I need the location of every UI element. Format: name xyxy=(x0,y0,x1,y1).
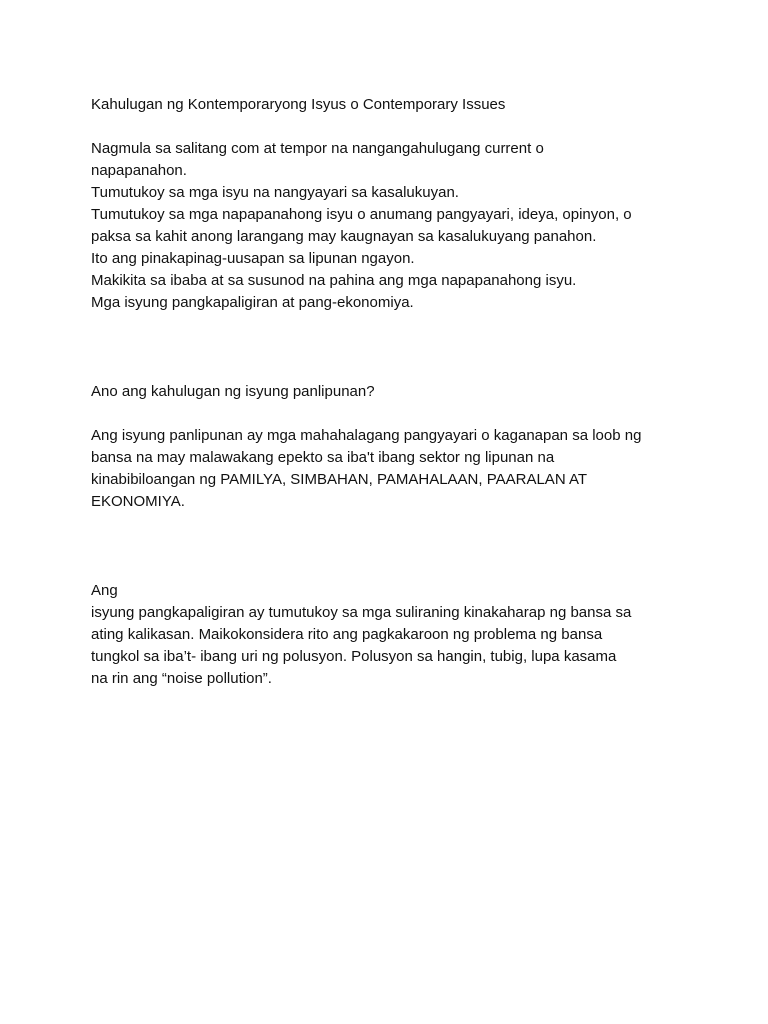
document-title: Kahulugan ng Kontemporaryong Isyus o Contemporary Issues xyxy=(91,96,506,113)
text-line: paksa sa kahit anong larangang may kaugnayan sa kasalukuyang panahon. xyxy=(91,228,597,245)
text-line: Makikita sa ibaba at sa susunod na pahina ang mga napapanahong isyu. xyxy=(91,272,577,289)
text-line: Tumutukoy sa mga isyu na nangyayari sa kasalukuyan. xyxy=(91,184,459,201)
text-line: Mga isyung pangkapaligiran at pang-ekonomiya. xyxy=(91,294,414,311)
text-line: isyung pangkapaligiran ay tumutukoy sa mga suliraning kinakaharap ng bansa sa xyxy=(91,604,632,621)
text-line: tungkol sa iba’t- ibang uri ng polusyon. Polusyon sa hangin, tubig, lupa kasama xyxy=(91,648,617,665)
paragraph-environmental-issues xyxy=(91,580,691,690)
text-line: bansa na may malawakang epekto sa iba't ibang sektor ng lipunan na xyxy=(91,449,555,466)
text-line: Ang isyung panlipunan ay mga mahahalagang pangyayari o kaganapan sa loob ng xyxy=(91,427,642,444)
text-line: napapanahon. xyxy=(91,162,187,179)
question-heading-block xyxy=(91,381,691,403)
text-line: Nagmula sa salitang com at tempor na nangangahulugang current o xyxy=(91,140,544,157)
text-line: ating kalikasan. Maikokonsidera rito ang pagkakaroon ng problema ng bansa xyxy=(91,626,603,643)
text-line: Ito ang pinakapinag-uusapan sa lipunan ngayon. xyxy=(91,250,415,267)
question-heading: Ano ang kahulugan ng isyung panlipunan? xyxy=(91,383,375,400)
text-line: kinabibiloangan ng PAMILYA, SIMBAHAN, PAMAHALAAN, PAARALAN AT xyxy=(91,471,588,488)
paragraph-social-issues xyxy=(91,425,691,513)
paragraph-definition xyxy=(91,138,691,314)
text-line: Tumutukoy sa mga napapanahong isyu o anumang pangyayari, ideya, opinyon, o xyxy=(91,206,632,223)
text-line: Ang xyxy=(91,582,118,599)
text-line: na rin ang “noise pollution”. xyxy=(91,670,272,687)
text-line: EKONOMIYA. xyxy=(91,493,185,510)
document-title-block xyxy=(91,94,691,116)
